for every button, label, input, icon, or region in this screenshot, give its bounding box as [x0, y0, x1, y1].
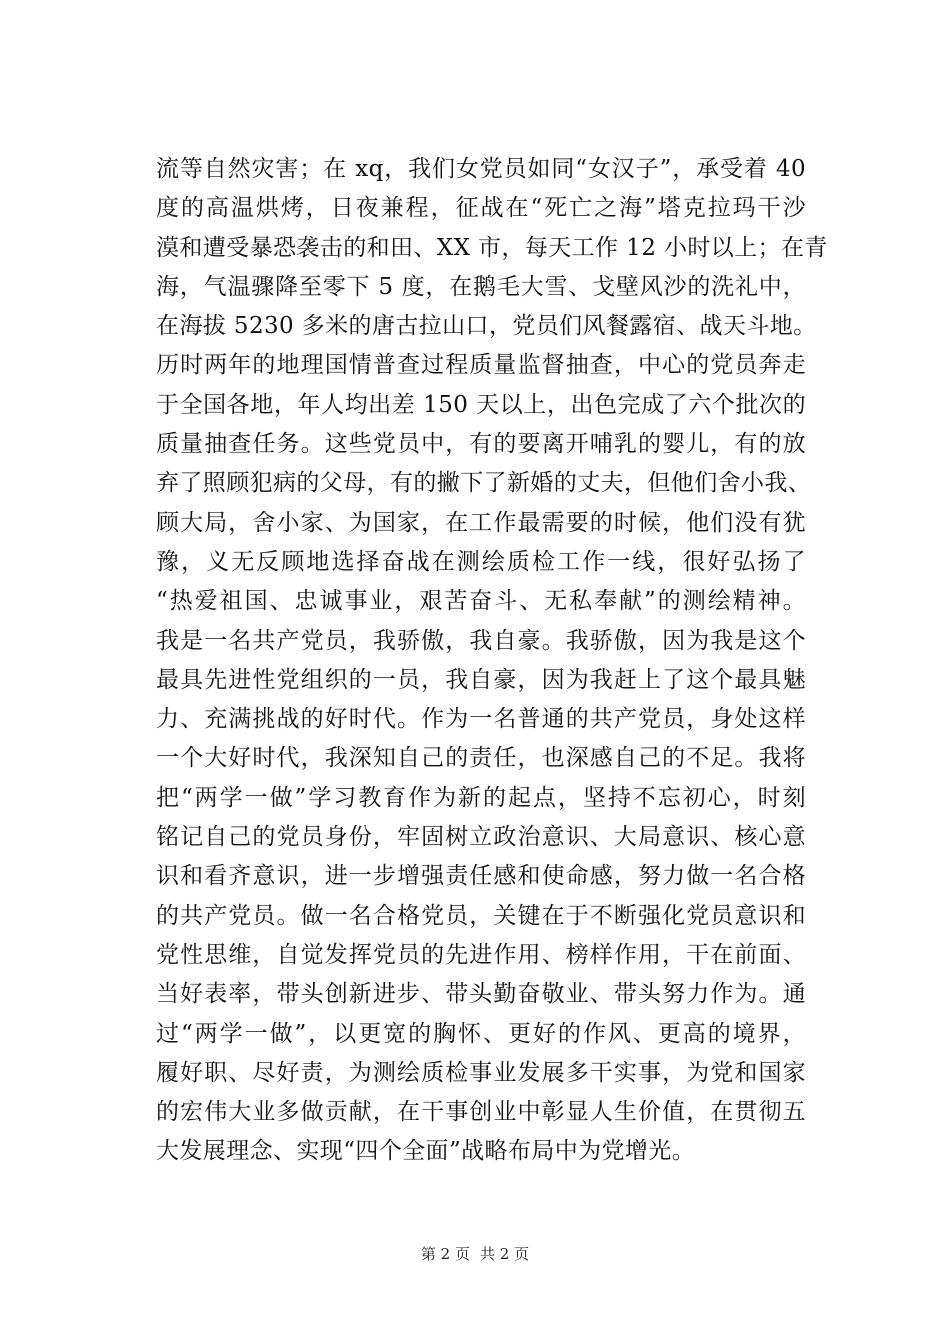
- text-line: 的宏伟大业多做贡献，在干事创业中彰显人生价值，在贯彻五: [156, 1099, 806, 1126]
- text-line: 铭记自己的党员身份，牢固树立政治意识、大局意识、核心意: [156, 824, 806, 851]
- text-line: 我是一名共产党员，我骄傲，我自豪。我骄傲，因为我是这个: [156, 627, 806, 654]
- text-line: 党性思维，自觉发挥党员的先进作用、榜样作用，干在前面、: [156, 941, 806, 968]
- text-line: 豫，义无反顾地选择奋战在测绘质检工作一线，很好弘扬了: [156, 548, 806, 575]
- text-line: 一个大好时代，我深知自己的责任，也深感自己的不足。我将: [156, 745, 806, 772]
- text-line: 于全国各地，年人均出差 150 天以上，出色完成了六个批次的: [156, 391, 806, 418]
- text-line: 把“两学一做”学习教育作为新的起点，坚持不忘初心，时刻: [156, 784, 806, 811]
- page-number: 第 2 页: [420, 1245, 470, 1263]
- text-line: 质量抽查任务。这些党员中，有的要离开哺乳的婴儿，有的放: [156, 431, 806, 458]
- text-line: 海，气温骤降至零下 5 度，在鹅毛大雪、戈壁风沙的洗礼中，: [156, 273, 806, 300]
- text-line: 过“两学一做”，以更宽的胸怀、更好的作风、更高的境界，: [156, 1020, 806, 1047]
- text-line: 大发展理念、实现“四个全面”战略布局中为党增光。: [156, 1138, 696, 1165]
- text-line: 历时两年的地理国情普查过程质量监督抽查，中心的党员奔走: [156, 352, 806, 379]
- text-line: “热爱祖国、忠诚事业，艰苦奋斗、无私奉献”的测绘精神。: [156, 588, 806, 615]
- text-line: 最具先进性党组织的一员，我自豪，因为我赶上了这个最具魅: [156, 666, 806, 693]
- body-text: [156, 150, 828, 1172]
- page-total: 共 2 页: [480, 1245, 530, 1263]
- text-line: 力、充满挑战的好时代。作为一名普通的共产党员，身处这样: [156, 706, 806, 733]
- text-line: 当好表率，带头创新进步、带头勤奋敬业、带头努力作为。通: [156, 981, 806, 1008]
- page-footer: [0, 1244, 950, 1264]
- text-line: 漠和遭受暴恐袭击的和田、XX 市，每天工作 12 小时以上；在青: [156, 234, 828, 261]
- text-line: 的共产党员。做一名合格党员，关键在于不断强化党员意识和: [156, 902, 806, 929]
- text-line: 在海拔 5230 多米的唐古拉山口，党员们风餐露宿、战天斗地。: [156, 313, 817, 340]
- text-line: 履好职、尽好责，为测绘质检事业发展多干实事，为党和国家: [156, 1059, 806, 1086]
- text-line: 弃了照顾犯病的父母，有的撇下了新婚的丈夫，但他们舍小我、: [156, 470, 812, 497]
- text-line: 流等自然灾害；在 xq，我们女党员如同“女汉子”，承受着 40: [156, 156, 806, 182]
- text-line: 顾大局，舍小家、为国家，在工作最需要的时候，他们没有犹: [156, 509, 806, 536]
- text-line: 识和看齐意识，进一步增强责任感和使命感，努力做一名合格: [156, 863, 806, 890]
- text-line: 度的高温烘烤，日夜兼程，征战在“死亡之海”塔克拉玛干沙: [156, 195, 806, 222]
